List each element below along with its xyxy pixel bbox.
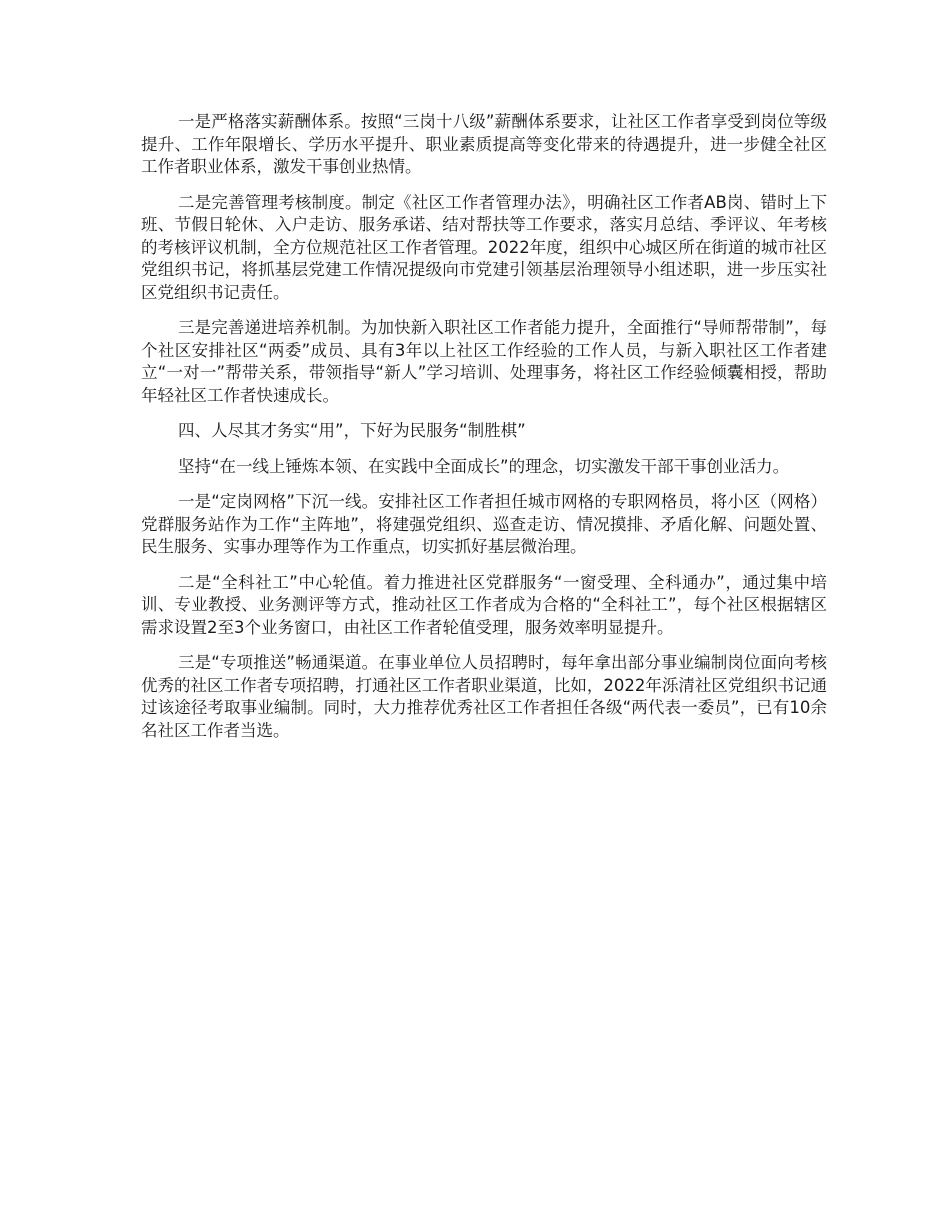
paragraph-grid-posting: 一是“定岗网格”下沉一线。安排社区工作者担任城市网格的专职网格员，将小区（网格）党群服务站作为工作“主阵地”，将建强党组织、巡查走访、情况摸排、矛盾化解、问题处置、民生服务、实事办理等作为工作重点，切实抓好基层微治理。 [141,492,827,556]
paragraph-general-social-work: 二是“全科社工”中心轮值。着力推进社区党群服务“一窗受理、全科通办”，通过集中培训、专业教授、业务测评等方式，推动社区工作者成为合格的“全科社工”，每个社区根据辖区需求设置2至3个业务窗口，由社区工作者轮值受理，服务效率明显提升。 [141,572,827,637]
paragraph-salary-system: 一是严格落实薪酬体系。按照“三岗十八级”薪酬体系要求，让社区工作者享受到岗位等级提升、工作年限增长、学历水平提升、职业素质提高等变化带来的待遇提升，进一步健全社区工作者职业体系，激发干事创业热情。 [141,112,827,176]
paragraph-special-recruitment: 三是“专项推送”畅通渠道。在事业单位人员招聘时，每年拿出部分事业编制岗位面向考核优秀的社区工作者专项招聘，打通社区工作者职业渠道，比如，2022年泺清社区党组织书记通过该途径考取事业编制。同时，大力推荐优秀社区工作者担任各级“两代表一委员”，已有10余名社区工作者当选。 [141,653,827,740]
paragraph-training-mechanism: 三是完善递进培养机制。为加快新入职社区工作者能力提升，全面推行“导师帮带制”，每个社区安排社区“两委”成员、具有3年以上社区工作经验的工作人员，与新入职社区工作者建立“一对一”帮带关系，带领指导“新人”学习培训、处理事务，将社区工作经验倾囊相授，帮助年轻社区工作者快速成长。 [141,318,827,405]
paragraph-management-assessment: 二是完善管理考核制度。制定《社区工作者管理办法》，明确社区工作者AB岗、错时上下班、节假日轮休、入户走访、服务承诺、结对帮扶等工作要求，落实月总结、季评议、年考核的考核评议机制，全方位规范社区工作者管理。2022年度，组织中心城区所在街道的城市社区党组织书记，将抓基层党建工作情况提级向市党建引领基层治理领导小组述职，进一步压实社区党组织书记责任。 [141,192,827,302]
document-body [141,111,827,755]
paragraph-section-intro: 坚持“在一线上锤炼本领、在实践中全面成长”的理念，切实激发干部干事创业活力。 [178,456,790,476]
section-heading-four: 四、人尽其才务实“用”，下好为民服务“制胜棋” [178,421,526,440]
